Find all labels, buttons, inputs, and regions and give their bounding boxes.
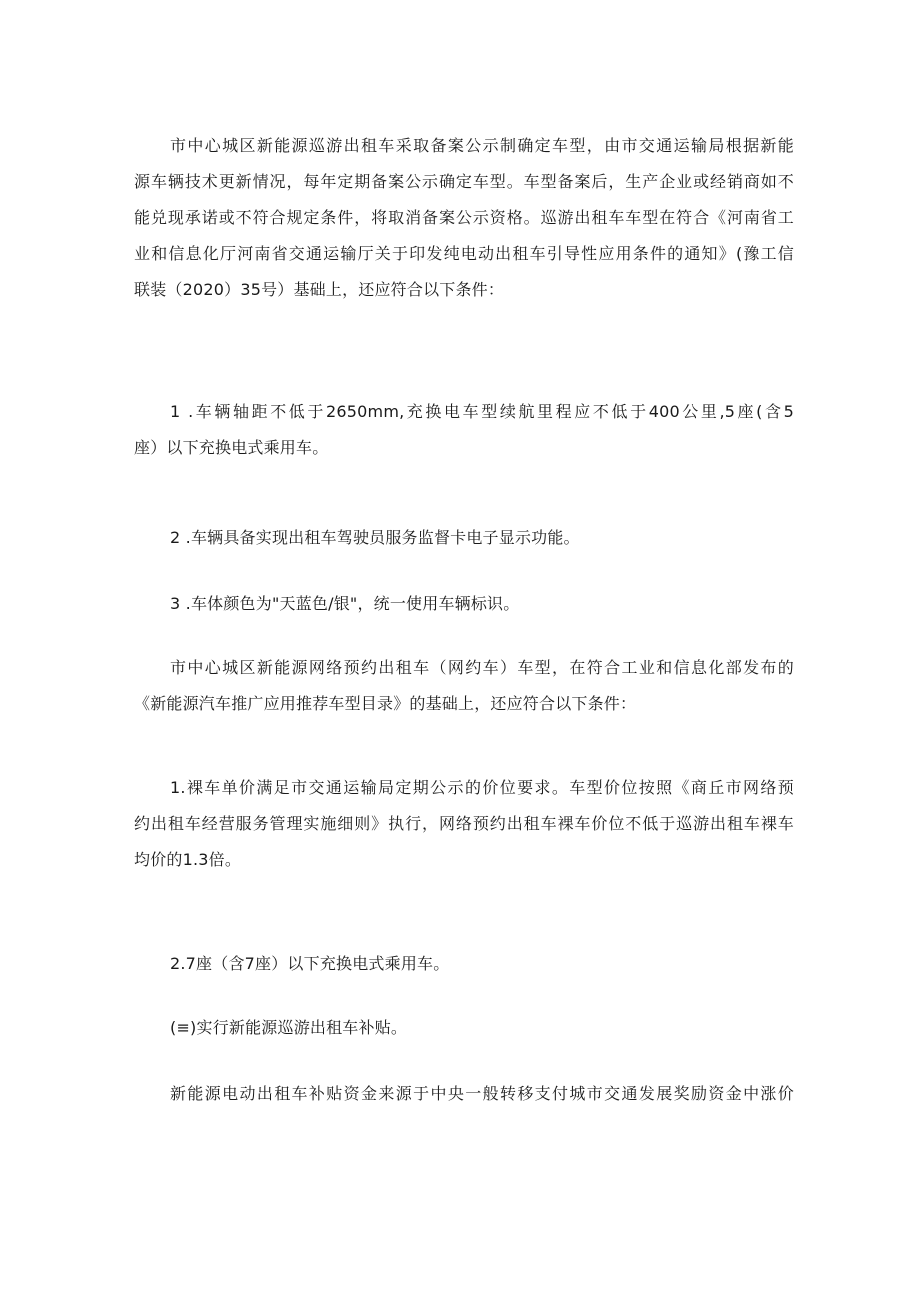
ride-hailing-condition-1 — [134, 770, 794, 878]
paragraph-line: 座）以下充换电式乘用车。 — [134, 438, 329, 457]
paragraph-line: 能兑现承诺或不符合规定条件，将取消备案公示资格。巡游出租车车型在符合《河南省工 — [134, 208, 794, 227]
paragraph-line: 1.裸车单价满足市交通运输局定期公示的价位要求。车型价位按照《商丘市网络预 — [170, 778, 794, 797]
paragraph-line: 1 .车辆轴距不低于2650mm,充换电车型续航里程应不低于400公里,5座(含5 — [170, 402, 794, 421]
paragraph-line: 业和信息化厅河南省交通运输厅关于印发纯电动出租车引导性应用条件的通知》(豫工信 — [134, 244, 794, 263]
paragraph-line: 市中心城区新能源巡游出租车采取备案公示制确定车型，由市交通运输局根据新能 — [170, 136, 794, 155]
paragraph-line: 源车辆技术更新情况，每年定期备案公示确定车型。车型备案后，生产企业或经销商如不 — [134, 172, 794, 191]
paragraph-line: (≡)实行新能源巡游出租车补贴。 — [170, 1018, 408, 1037]
paragraph-line: 均价的1.3倍。 — [134, 850, 242, 869]
ride-hailing-condition-2 — [134, 946, 794, 982]
paragraph-cruise-taxi-models — [134, 128, 794, 308]
paragraph-line: 3 .车体颜色为"天蓝色/银"，统一使用车辆标识。 — [170, 594, 520, 613]
paragraph-line: 2.7座（含7座）以下充换电式乘用车。 — [170, 954, 450, 973]
condition-item-2 — [134, 520, 794, 556]
section-heading-subsidy — [134, 1010, 794, 1046]
paragraph-line: 新能源电动出租车补贴资金来源于中央一般转移支付城市交通发展奖励资金中涨价 — [170, 1084, 794, 1103]
paragraph-line: 市中心城区新能源网络预约出租车（网约车）车型，在符合工业和信息化部发布的 — [170, 658, 794, 677]
condition-item-3 — [134, 586, 794, 622]
paragraph-ride-hailing-models — [134, 650, 794, 722]
paragraph-line: 《新能源汽车推广应用推荐车型目录》的基础上，还应符合以下条件： — [134, 694, 637, 713]
paragraph-line: 2 .车辆具备实现出租车驾驶员服务监督卡电子显示功能。 — [170, 528, 580, 547]
paragraph-subsidy-source — [134, 1076, 794, 1112]
condition-item-1 — [134, 394, 794, 466]
paragraph-line: 约出租车经营服务管理实施细则》执行，网络预约出租车裸车价位不低于巡游出租车裸车 — [134, 814, 794, 833]
paragraph-line: 联装（2020）35号）基础上，还应符合以下条件： — [134, 280, 505, 299]
